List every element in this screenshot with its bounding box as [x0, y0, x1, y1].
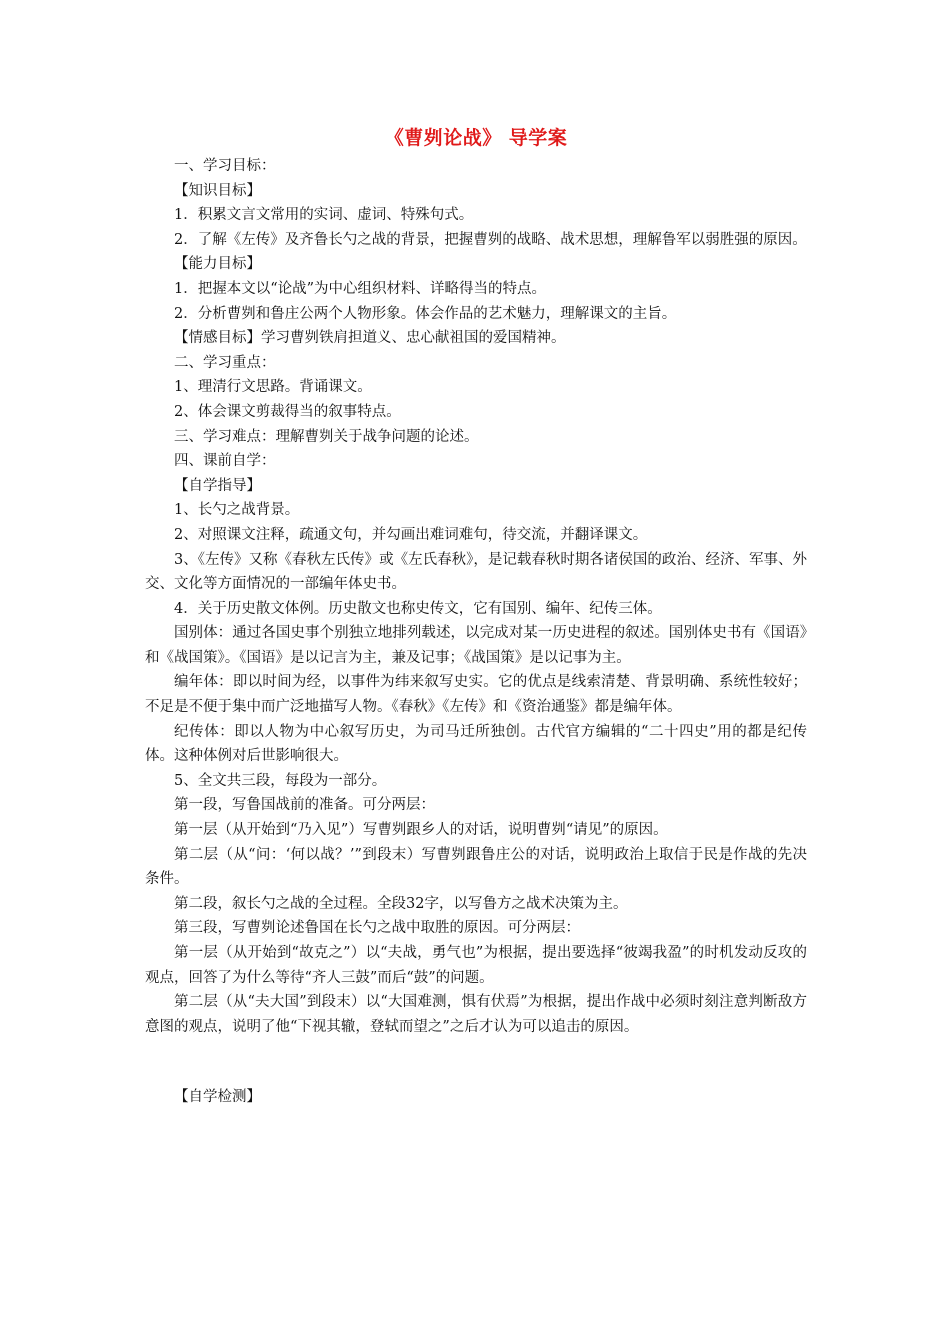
paragraph: 二、学习重点：: [174, 354, 276, 371]
paragraph: 2．了解《左传》及齐鲁长勺之战的背景，把握曹刿的战略、战术思想，理解鲁军以弱胜强的原因。: [174, 231, 807, 248]
paragraph: 1、理清行文思路。背诵课文。: [174, 379, 372, 396]
paragraph: 三、学习难点：理解曹刿关于战争问题的论述。: [174, 428, 479, 445]
paragraph: 第一层（从开始到“乃入见”）写曹刿跟乡人的对话，说明曹刿“请见”的原因。: [174, 822, 668, 839]
paragraph: 第二层（从“问：‘何以战？’”到段末）写曹刿跟鲁庄公的对话，说明政治上取信于民是作战的先决条件。: [145, 846, 807, 888]
paragraph: 四、课前自学：: [174, 453, 276, 470]
paragraph: 4．关于历史散文体例。历史散文也称史传文，它有国别、编年、纪传三体。: [174, 600, 662, 617]
paragraph: 3、《左传》又称《春秋左氏传》或《左氏春秋》，是记载春秋时期各诸侯国的政治、经济、军事、外交、文化等方面情况的一部编年体史书。: [145, 551, 807, 593]
paragraph: 2．分析曹刿和鲁庄公两个人物形象。体会作品的艺术魅力，理解课文的主旨。: [174, 305, 677, 322]
section-heading-self-test: 【自学检测】: [174, 1089, 261, 1106]
paragraph: 国别体：通过各国史事个别独立地排列载述，以完成对某一历史进程的叙述。国别体史书有《国语》和《战国策》。《国语》是以记言为主，兼及记事；《战国策》是以记事为主。: [145, 625, 807, 666]
paragraph: 第三段，写曹刿论述鲁国在长勺之战中取胜的原因。可分两层：: [174, 920, 580, 937]
paragraph: 2、对照课文注释，疏通文句，并勾画出难词难句，待交流，并翻译课文。: [174, 526, 648, 543]
spacer: [145, 1039, 807, 1085]
paragraph: 1、长勺之战背景。: [174, 502, 300, 519]
paragraph: 1．积累文言文常用的实词、虚词、特殊句式。: [174, 207, 474, 224]
paragraph: 【能力目标】: [174, 256, 261, 273]
paragraph: 1．把握本文以“论战”为中心组织材料、详略得当的特点。: [174, 280, 547, 297]
document-title: 《曹刿论战》 导学案: [384, 127, 568, 149]
paragraph: 一、学习目标：: [174, 158, 276, 174]
paragraph: 【知识目标】: [174, 182, 261, 199]
paragraph: 第一段，写鲁国战前的准备。可分两层：: [174, 797, 435, 814]
paragraph: 第一层（从开始到“故克之”）以“夫战，勇气也”为根据，提出要选择“彼竭我盈”的时机发动反攻的观点，回答了为什么等待“齐人三鼓”而后“鼓”的问题。: [145, 945, 807, 986]
paragraph: 编年体：即以时间为经，以事件为纬来叙写史实。它的优点是线索清楚、背景明确、系统性较好；不足是不便于集中而广泛地描写人物。《春秋》《左传》和《资治通鉴》都是编年体。: [145, 674, 807, 716]
paragraph: 2、体会课文剪裁得当的叙事特点。: [174, 403, 401, 420]
paragraph: 5、全文共三段，每段为一部分。: [174, 772, 387, 789]
document-page: [145, 124, 807, 1110]
paragraph: 第二层（从“夫大国”到段末）以“大国难测，惧有伏焉”为根据，提出作战中必须时刻注意判断敌方意图的观点，说明了他“下视其辙，登轼而望之”之后才认为可以追击的原因。: [145, 994, 807, 1035]
paragraph: 纪传体：即以人物为中心叙写历史，为司马迁所独创。古代官方编辑的“二十四史”用的都是纪传体。这种体例对后世影响很大。: [145, 723, 807, 765]
paragraph: 【情感目标】学习曹刿铁肩担道义、忠心献祖国的爱国精神。: [174, 330, 566, 347]
paragraph: 第二段，叙长勺之战的全过程。全段32字，以写鲁方之战术决策为主。: [174, 895, 628, 912]
paragraph: 【自学指导】: [174, 477, 261, 494]
